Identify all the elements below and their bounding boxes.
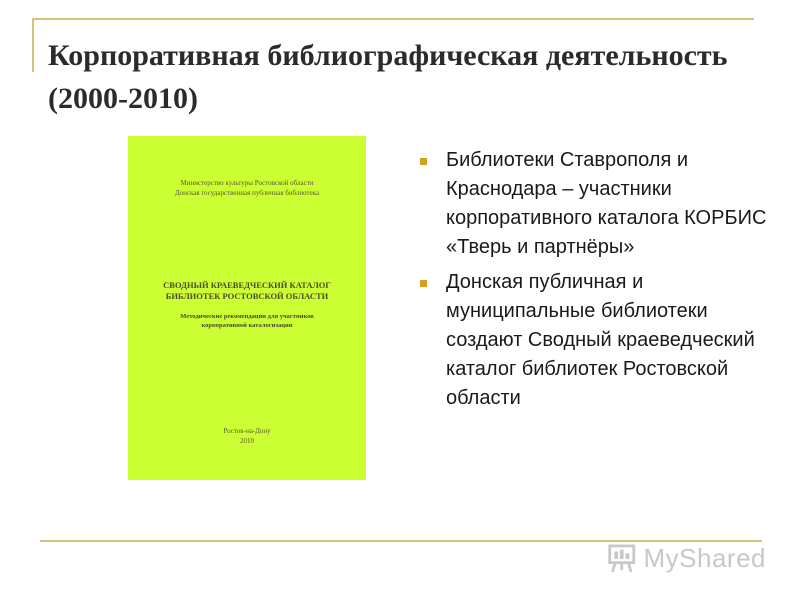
cover-imprint — [128, 426, 366, 446]
bullet-marker-icon — [420, 158, 427, 165]
bullet-item — [418, 268, 770, 413]
cover-title-line2: БИБЛИОТЕК РОСТОВСКОЙ ОБЛАСТИ — [165, 291, 329, 301]
cover-subtitle-line2: корпоративной каталогизации — [201, 322, 293, 329]
cover-year: 2010 — [240, 437, 254, 445]
bullet-text: Библиотеки Ставрополя и Краснодара – участники корпоративного каталога КОРБИС «Тверь и партнёры» — [446, 149, 767, 258]
cover-subtitle-line1: Методические рекомендации для участников — [180, 313, 314, 320]
bullet-list — [418, 146, 770, 419]
presentation-board-icon — [606, 541, 638, 575]
top-rule-horizontal — [32, 18, 754, 20]
bullet-marker-icon — [420, 280, 427, 287]
top-rule-vertical — [32, 18, 34, 72]
cover-publisher-line1: Министерство культуры Ростовской области — [180, 179, 314, 187]
cover-publisher — [128, 178, 366, 198]
watermark-text: MyShared — [643, 542, 766, 573]
bullet-text: Донская публичная и муниципальные библиотеки создают Сводный краеведческий каталог библиотек Ростовской области — [446, 271, 755, 409]
cover-publisher-line2: Донская государственная публичная библиотека — [174, 189, 320, 197]
watermark-logo[interactable] — [606, 538, 766, 578]
book-cover-image — [128, 136, 366, 480]
cover-title — [128, 280, 366, 302]
slide-title: Корпоративная библиографическая деятельность (2000-2010) — [48, 39, 728, 115]
cover-title-line1: СВОДНЫЙ КРАЕВЕДЧЕСКИЙ КАТАЛОГ — [163, 280, 331, 290]
cover-subtitle — [128, 312, 366, 330]
bullet-item — [418, 146, 770, 262]
cover-city: Ростов-на-Дону — [223, 427, 271, 435]
